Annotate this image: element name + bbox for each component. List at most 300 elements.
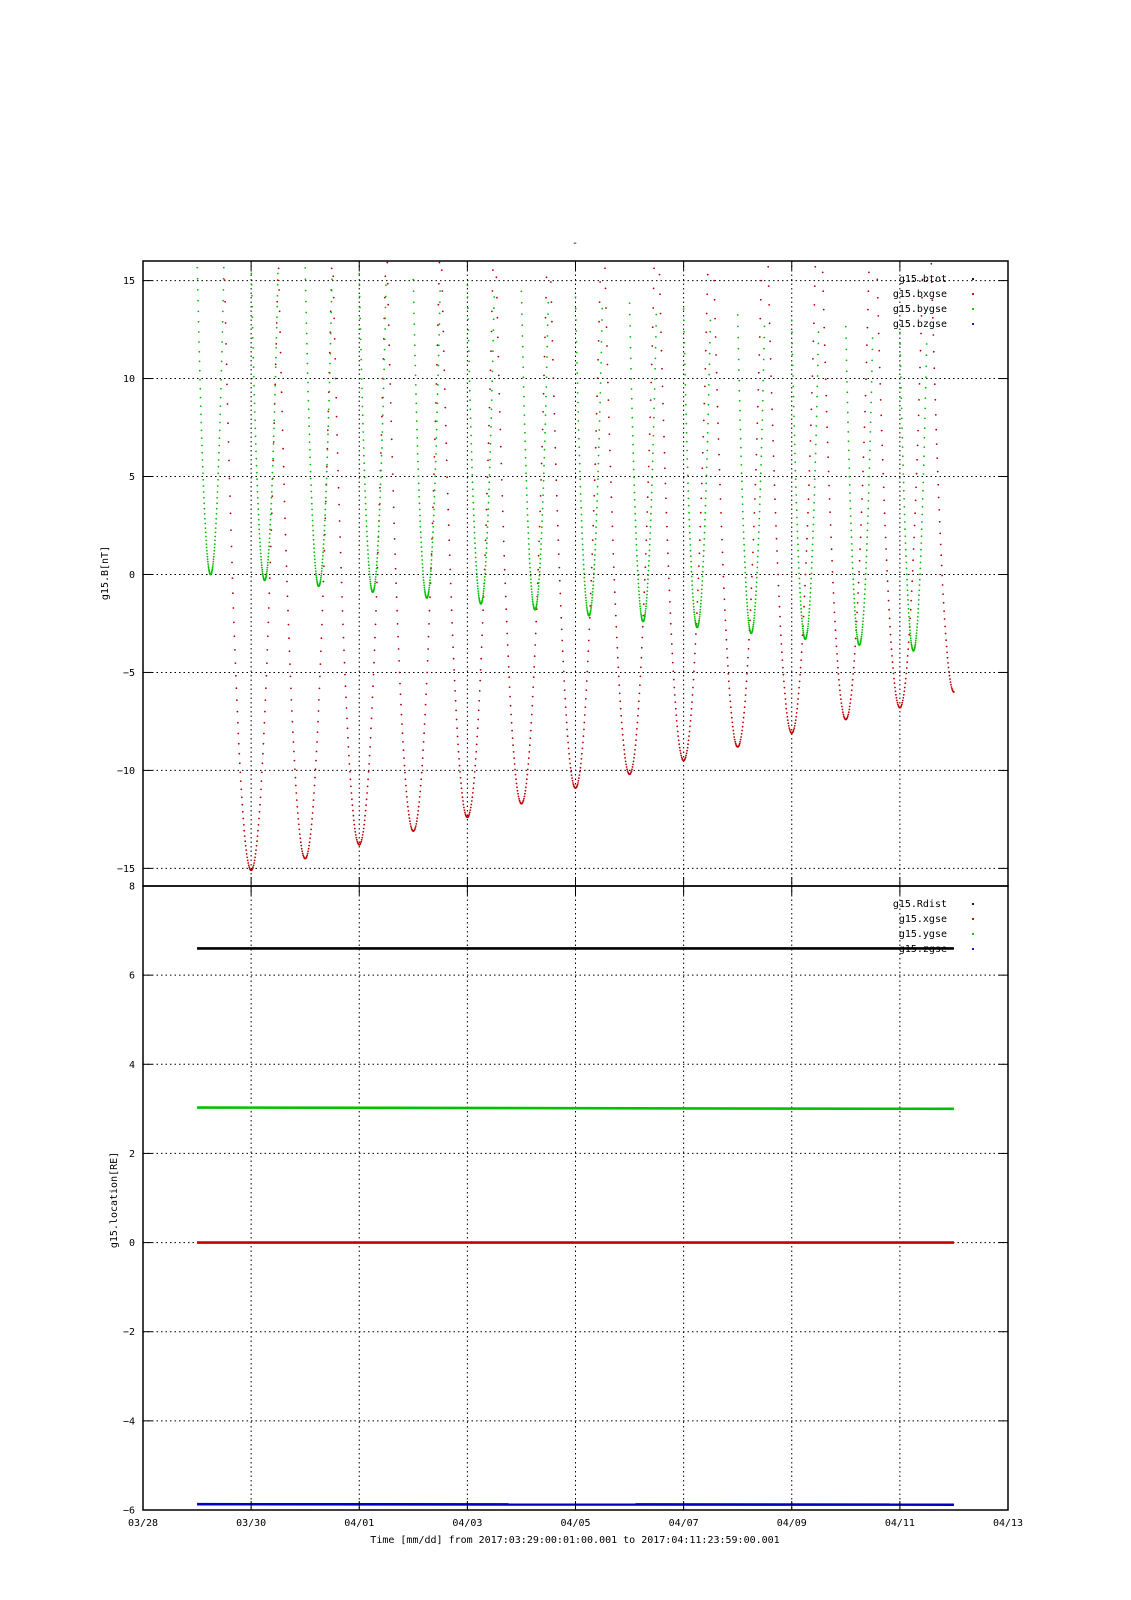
series-point <box>263 743 265 745</box>
series-point <box>752 552 754 554</box>
series-point <box>919 579 921 581</box>
series-point <box>314 777 316 779</box>
series-point <box>812 537 814 539</box>
series-point <box>521 291 523 293</box>
series-point <box>808 484 810 486</box>
series-point <box>692 596 694 598</box>
series-point <box>256 845 258 847</box>
series-point <box>257 830 259 832</box>
series-point <box>383 388 385 390</box>
series-point <box>464 809 466 811</box>
series-point <box>948 671 950 673</box>
legend-label: g15.btot <box>898 274 947 285</box>
grid-lines-bottom <box>143 886 1008 1510</box>
series-point <box>390 402 392 404</box>
series-point <box>645 539 647 541</box>
series-point <box>716 372 718 374</box>
series-point <box>293 741 295 743</box>
series-point <box>704 519 706 521</box>
series-point <box>739 400 741 402</box>
series-point <box>570 767 572 769</box>
series-point <box>586 606 588 608</box>
series-point <box>295 777 297 779</box>
series-point <box>326 466 328 468</box>
series-point <box>359 284 361 286</box>
series-point <box>227 403 229 405</box>
series-point <box>424 587 426 589</box>
series-point <box>396 596 398 598</box>
series-point <box>633 461 635 463</box>
series-point <box>477 588 479 590</box>
series-point <box>569 763 571 765</box>
series-point <box>892 661 894 663</box>
series-point <box>325 491 327 493</box>
series-point <box>270 508 272 510</box>
series-point <box>685 404 687 406</box>
series-point <box>692 592 694 594</box>
series-point <box>818 331 820 333</box>
series-point <box>575 308 577 310</box>
series-point <box>214 547 216 549</box>
series-point <box>475 758 477 760</box>
series-point <box>366 525 368 527</box>
series-point <box>543 480 545 482</box>
series-point <box>748 626 750 628</box>
series-point <box>309 456 311 458</box>
series-point <box>512 737 514 739</box>
series-point <box>322 610 324 612</box>
series-point <box>245 849 247 851</box>
series-point <box>471 474 473 476</box>
series-point <box>526 783 528 785</box>
series-point <box>593 510 595 512</box>
series-point <box>597 478 599 480</box>
series-point <box>647 579 649 581</box>
series-point <box>391 438 393 440</box>
series-point <box>760 480 762 482</box>
series-point <box>798 562 800 564</box>
series-point <box>605 307 607 309</box>
series-point <box>451 622 453 624</box>
series-point <box>877 297 879 299</box>
series-point <box>867 515 869 517</box>
series-point <box>198 351 200 353</box>
series-point <box>638 708 640 710</box>
series-point <box>907 648 909 650</box>
series-point <box>621 728 623 730</box>
series-point <box>882 473 884 475</box>
series-point <box>827 442 829 444</box>
series-point <box>618 676 620 678</box>
series-point <box>830 536 832 538</box>
series-point <box>544 423 546 425</box>
series-point <box>846 391 848 393</box>
series-point <box>360 339 362 341</box>
series-point <box>525 465 527 467</box>
series-point <box>636 550 638 552</box>
series-point <box>810 578 812 580</box>
series-point <box>431 546 433 548</box>
series-point <box>754 609 756 611</box>
series-point <box>476 736 478 738</box>
series-point <box>854 614 856 616</box>
series-point <box>687 743 689 745</box>
series-point <box>824 362 826 364</box>
series-point <box>219 430 221 432</box>
series-point <box>746 594 748 596</box>
series-point <box>422 757 424 759</box>
series-point <box>897 702 899 704</box>
series-point <box>376 582 378 584</box>
series-point <box>697 590 699 592</box>
series-point <box>532 696 534 698</box>
grid-lines-top <box>143 261 1008 886</box>
series-point <box>374 637 376 639</box>
series-point <box>920 562 922 564</box>
legend-marker <box>972 293 974 295</box>
series-point <box>289 663 291 665</box>
series-point <box>452 646 454 648</box>
series-point <box>813 509 815 511</box>
series-point <box>595 532 597 534</box>
series-point <box>329 363 331 365</box>
series-point <box>639 693 641 695</box>
series-point <box>575 330 577 332</box>
series-point <box>435 445 437 447</box>
series-point <box>331 278 333 280</box>
series-point <box>609 433 611 435</box>
series-point <box>853 593 855 595</box>
series-point <box>841 706 843 708</box>
series-point <box>513 757 515 759</box>
series-point <box>370 727 372 729</box>
series-point <box>689 731 691 733</box>
series-point <box>723 587 725 589</box>
series-g15.ygse <box>197 1108 954 1109</box>
series-point <box>406 791 408 793</box>
series-point <box>591 600 593 602</box>
series-point <box>469 399 471 401</box>
series-point <box>506 633 508 635</box>
x-tick-label: 04/11 <box>884 1518 915 1529</box>
series-point <box>857 592 859 594</box>
series-point <box>888 600 890 602</box>
series-point <box>201 445 203 447</box>
series-point <box>425 693 427 695</box>
series-point <box>546 356 548 358</box>
y-tick-label: 0 <box>128 569 135 581</box>
series-point <box>215 523 217 525</box>
series-point <box>308 417 310 419</box>
series-point <box>419 796 421 798</box>
legend-marker <box>972 323 974 325</box>
series-point <box>530 578 532 580</box>
series-point <box>294 768 296 770</box>
series-point <box>598 446 600 448</box>
series-point <box>261 780 263 782</box>
series-point <box>542 487 544 489</box>
series-point <box>624 757 626 759</box>
series-point <box>719 469 721 471</box>
series-point <box>489 451 491 453</box>
series-point <box>880 399 882 401</box>
series-point <box>747 665 749 667</box>
series-point <box>852 578 854 580</box>
series-point <box>492 371 494 373</box>
series-point <box>584 591 586 593</box>
series-point <box>484 554 486 556</box>
series-point <box>918 599 920 601</box>
series-point <box>312 534 314 536</box>
series-point <box>557 539 559 541</box>
series-point <box>827 456 829 458</box>
series-point <box>870 431 872 433</box>
series-point <box>806 550 808 552</box>
series-point <box>722 564 724 566</box>
series-point <box>849 484 851 486</box>
series-point <box>882 459 884 461</box>
series-point <box>389 383 391 385</box>
series-point <box>883 486 885 488</box>
series-point <box>214 540 216 542</box>
series-point <box>281 391 283 393</box>
series-point <box>915 637 917 639</box>
series-point <box>856 636 858 638</box>
series-point <box>889 618 891 620</box>
series-point <box>795 486 797 488</box>
series-point <box>366 798 368 800</box>
series-point <box>362 414 364 416</box>
series-point <box>484 573 486 575</box>
series-point <box>436 383 438 385</box>
series-point <box>266 573 268 575</box>
series-point <box>256 485 258 487</box>
series-point <box>637 722 639 724</box>
series-point <box>585 597 587 599</box>
series-point <box>619 700 621 702</box>
series-point <box>598 438 600 440</box>
series-point <box>806 633 808 635</box>
series-point <box>794 461 796 463</box>
series-point <box>646 600 648 602</box>
series-point <box>402 741 404 743</box>
series-point <box>839 689 841 691</box>
series-point <box>474 532 476 534</box>
series-point <box>653 408 655 410</box>
series-point <box>253 385 255 387</box>
series-point <box>416 429 418 431</box>
series-point <box>904 521 906 523</box>
series-point <box>284 501 286 503</box>
series-point <box>758 518 760 520</box>
series-point <box>599 411 601 413</box>
series-point <box>462 796 464 798</box>
series-point <box>276 337 278 339</box>
x-axis-tick-labels <box>128 1518 1023 1529</box>
series-point <box>832 582 834 584</box>
series-point <box>872 349 874 351</box>
series-point <box>369 581 371 583</box>
series-point <box>901 427 903 429</box>
series-point <box>282 429 284 431</box>
series-point <box>416 437 418 439</box>
series-point <box>275 366 277 368</box>
series-point <box>667 539 669 541</box>
series-point <box>439 290 441 292</box>
series-point <box>424 723 426 725</box>
series-point <box>923 446 925 448</box>
series-point <box>826 411 828 413</box>
series-point <box>745 581 747 583</box>
series-point <box>361 397 363 399</box>
series-point <box>950 684 952 686</box>
series-point <box>526 778 528 780</box>
series-point <box>320 663 322 665</box>
series-point <box>854 602 856 604</box>
series-point <box>814 494 816 496</box>
series-point <box>753 539 755 541</box>
series-point <box>584 588 586 590</box>
series-point <box>861 511 863 513</box>
series-point <box>275 347 277 349</box>
series-point <box>430 573 432 575</box>
series-point <box>845 349 847 351</box>
series-point <box>708 374 710 376</box>
series-point <box>537 591 539 593</box>
series-point <box>743 538 745 540</box>
series-point <box>811 567 813 569</box>
series-point <box>510 705 512 707</box>
series-point <box>797 531 799 533</box>
series-point <box>646 590 648 592</box>
series-point <box>220 397 222 399</box>
series-point <box>756 586 758 588</box>
series-point <box>260 796 262 798</box>
series-point <box>919 367 921 369</box>
series-point <box>842 711 844 713</box>
series-point <box>374 585 376 587</box>
series-point <box>687 490 689 492</box>
series-point <box>436 437 438 439</box>
series-point <box>480 658 482 660</box>
series-point <box>535 621 537 623</box>
series-point <box>328 400 330 402</box>
series-point <box>524 432 526 434</box>
series-point <box>414 344 416 346</box>
series-point <box>222 311 224 313</box>
series-point <box>328 417 330 419</box>
series-point <box>940 544 942 546</box>
series-point <box>550 281 552 283</box>
series-point <box>680 755 682 757</box>
series-point <box>252 866 254 868</box>
x-tick-label: 04/07 <box>668 1518 699 1529</box>
series-point <box>461 792 463 794</box>
series-point <box>483 590 485 592</box>
series-point <box>413 313 415 315</box>
series-point <box>914 525 916 527</box>
series-point <box>919 568 921 570</box>
series-point <box>752 564 754 566</box>
series-point <box>916 473 918 475</box>
series-point <box>654 378 656 380</box>
series-point <box>434 475 436 477</box>
series-point <box>690 714 692 716</box>
series-point <box>531 591 533 593</box>
series-point <box>307 372 309 374</box>
series-point <box>507 644 509 646</box>
series-point <box>631 398 633 400</box>
series-point <box>795 470 797 472</box>
series-point <box>247 860 249 862</box>
series-point <box>750 598 752 600</box>
series-point <box>419 791 421 793</box>
series-point <box>666 512 668 514</box>
series-point <box>382 423 384 425</box>
series-point <box>471 459 473 461</box>
series-point <box>792 365 794 367</box>
series-point <box>244 835 246 837</box>
series-point <box>273 441 275 443</box>
series-point <box>576 341 578 343</box>
series-point <box>853 598 855 600</box>
series-point <box>530 575 532 577</box>
series-point <box>352 804 354 806</box>
series-point <box>768 285 770 287</box>
series-point <box>673 687 675 689</box>
series-point <box>272 472 274 474</box>
series-point <box>709 363 711 365</box>
series-point <box>646 511 648 513</box>
series-point <box>788 727 790 729</box>
x-tick-label: 04/13 <box>992 1518 1024 1529</box>
series-point <box>542 411 544 413</box>
series-point <box>419 515 421 517</box>
series-point <box>744 556 746 558</box>
series-point <box>860 637 862 639</box>
series-point <box>918 589 920 591</box>
series-point <box>414 365 416 367</box>
series-point <box>443 350 445 352</box>
series-point <box>417 468 419 470</box>
series-point <box>915 486 917 488</box>
series-point <box>913 548 915 550</box>
series-point <box>863 442 865 444</box>
series-point <box>905 549 907 551</box>
series-point <box>211 568 213 570</box>
series-point <box>655 336 657 338</box>
series-point <box>492 290 494 292</box>
series-point <box>222 321 224 323</box>
series-point <box>725 620 727 622</box>
series-point <box>904 528 906 530</box>
series-point <box>701 467 703 469</box>
series-point <box>482 594 484 596</box>
series-point <box>369 579 371 581</box>
series-point <box>684 374 686 376</box>
series-point <box>324 517 326 519</box>
series-point <box>629 336 631 338</box>
series-point <box>489 388 491 390</box>
series-point <box>433 520 435 522</box>
series-point <box>215 527 217 529</box>
series-point <box>260 556 262 558</box>
series-point <box>200 422 202 424</box>
series-point <box>320 577 322 579</box>
series-point <box>831 548 833 550</box>
series-point <box>578 446 580 448</box>
series-point <box>760 455 762 457</box>
